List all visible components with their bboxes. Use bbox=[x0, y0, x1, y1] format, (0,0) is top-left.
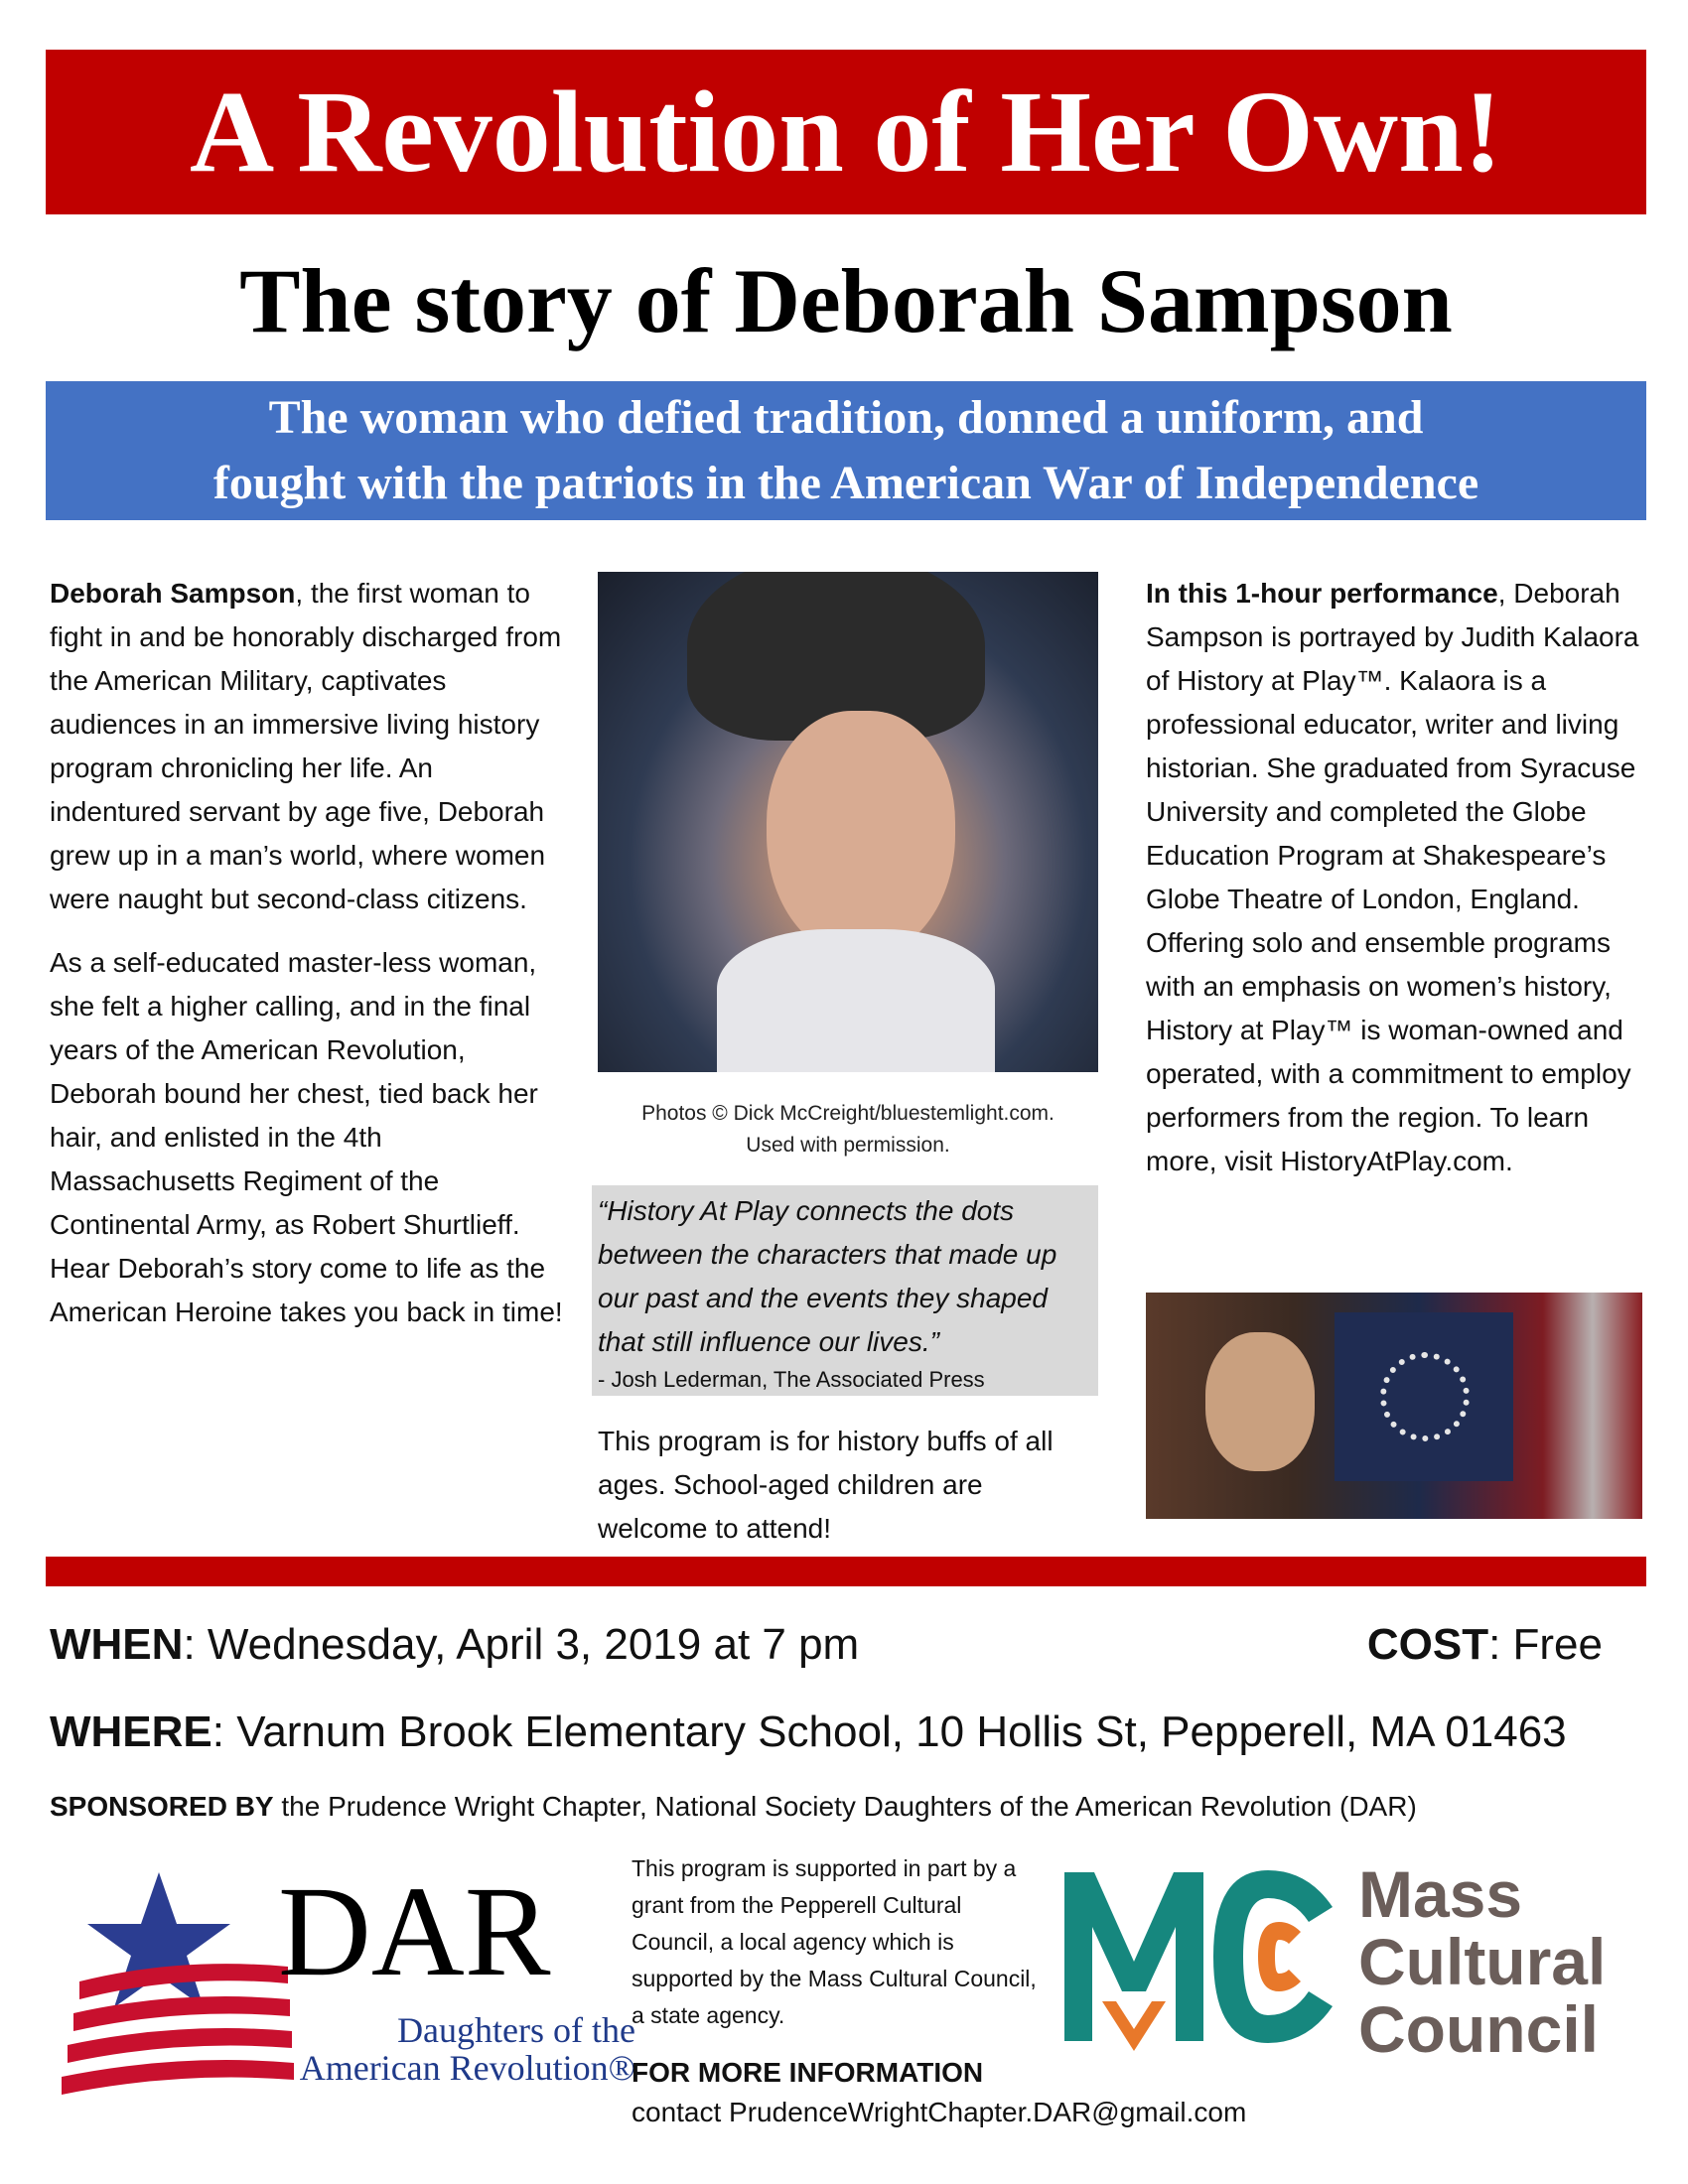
audience-note: This program is for history buffs of all ages. School-aged children are welcome to attend! bbox=[598, 1426, 1054, 1544]
dar-logo bbox=[60, 1860, 635, 2101]
divider-bar bbox=[46, 1557, 1646, 1586]
photo-head-shape bbox=[1205, 1332, 1315, 1471]
tagline-line-2: fought with the patriots in the American War of Independence bbox=[212, 457, 1479, 509]
where-label: WHERE bbox=[50, 1707, 212, 1756]
photo-star-ring-shape bbox=[1380, 1352, 1470, 1441]
left-column bbox=[50, 572, 566, 1354]
more-info-title: FOR MORE INFORMATION bbox=[632, 2057, 984, 2088]
quote-text: “History At Play connects the dots between the characters that made up our past and the events they shaped that still influence our lives.” bbox=[598, 1195, 1057, 1357]
mcc-word-1: Mass bbox=[1358, 1857, 1523, 1931]
right-paragraph-text: , Deborah Sampson is portrayed by Judith Kalaora of History at Play™. Kalaora is a professional educator, writer and living historian. She graduated from Syracuse University and completed the Globe Education Program at Shakespeare’s Globe Theatre of London, England. Offering solo and ensemble programs with an emphasis on women’s history, History at Play™ is woman-owned and operated, with a commitment to employ performers from the region. To learn more, visit HistoryAtPlay.com. bbox=[1146, 578, 1639, 1176]
cost-info bbox=[1367, 1610, 1603, 1680]
photo-credit-line-2: Used with permission. bbox=[746, 1134, 950, 1157]
sponsored-line bbox=[50, 1787, 1648, 1827]
where-line bbox=[50, 1698, 1648, 1767]
right-column bbox=[1146, 572, 1652, 1203]
sponsored-label: SPONSORED BY bbox=[50, 1791, 274, 1822]
flag-photo bbox=[1146, 1293, 1642, 1519]
quote-box bbox=[592, 1185, 1098, 1396]
right-paragraph bbox=[1146, 572, 1652, 1183]
dar-letters: DAR bbox=[278, 1860, 551, 2003]
left-paragraph-1-text: , the first woman to fight in and be honorably discharged from the American Military, captivates audiences in an immersive living history program chronicling her life. An indentured servant by age five, Deborah grew up in a man’s world, where women were naught but second-class citizens. bbox=[50, 578, 562, 914]
dar-subtitle bbox=[209, 2011, 635, 2087]
mcc-monogram-icon bbox=[1055, 1852, 1342, 2051]
left-lead: Deborah Sampson bbox=[50, 578, 296, 609]
cost-label: COST bbox=[1366, 1620, 1489, 1669]
photo-scarf-shape bbox=[717, 929, 995, 1072]
tagline-banner bbox=[46, 381, 1646, 520]
when-value: : Wednesday, April 3, 2019 at 7 pm bbox=[183, 1620, 860, 1669]
mcc-wordmark bbox=[1358, 1857, 1607, 2066]
grant-support-text: This program is supported in part by a grant from the Pepperell Cultural Council, a local agency which is supported by the Mass Cultural Council, a state agency. bbox=[632, 1855, 1037, 2028]
when-line bbox=[50, 1610, 1628, 1680]
mcc-word-3: Council bbox=[1358, 1992, 1599, 2066]
title-banner bbox=[46, 50, 1646, 214]
sponsored-value: the Prudence Wright Chapter, National Society Daughters of the American Revolution (DAR) bbox=[273, 1791, 1417, 1822]
where-value: : Varnum Brook Elementary School, 10 Hollis St, Pepperell, MA 01463 bbox=[211, 1707, 1567, 1756]
dar-subtitle-line-2: American Revolution® bbox=[299, 2048, 635, 2088]
photo-face-shape bbox=[767, 711, 955, 959]
mcc-word-2: Cultural bbox=[1358, 1925, 1607, 1998]
page-subtitle: The story of Deborah Sampson bbox=[239, 250, 1453, 351]
contact-email[interactable]: contact PrudenceWrightChapter.DAR@gmail.com bbox=[632, 2097, 1247, 2127]
left-paragraph-2: As a self-educated master-less woman, she felt a higher calling, and in the final years of the American Revolution, Deborah bound her chest, tied back her hair, and enlisted in the 4th Massachusetts Regiment of the Continental Army, as Robert Shurtlieff. Hear Deborah’s story come to life as the American Heroine takes you back in time! bbox=[50, 947, 563, 1327]
page-title: A Revolution of Her Own! bbox=[189, 67, 1503, 197]
left-paragraph-1 bbox=[50, 572, 566, 921]
portrait-photo bbox=[598, 572, 1098, 1072]
right-lead: In this 1-hour performance bbox=[1146, 578, 1498, 609]
photo-credit bbox=[598, 1098, 1098, 1161]
tagline-line-1: The woman who defied tradition, donned a uniform, and bbox=[268, 391, 1424, 444]
when-label: WHEN bbox=[50, 1620, 184, 1669]
photo-credit-line-1: Photos © Dick McCreight/bluestemlight.com. bbox=[641, 1102, 1055, 1125]
cost-value: : Free bbox=[1488, 1620, 1603, 1669]
mass-cultural-council-logo bbox=[1055, 1852, 1650, 2071]
quote-attribution: - Josh Lederman, The Associated Press bbox=[598, 1367, 985, 1392]
dar-subtitle-line-1: Daughters of the bbox=[397, 2010, 635, 2050]
